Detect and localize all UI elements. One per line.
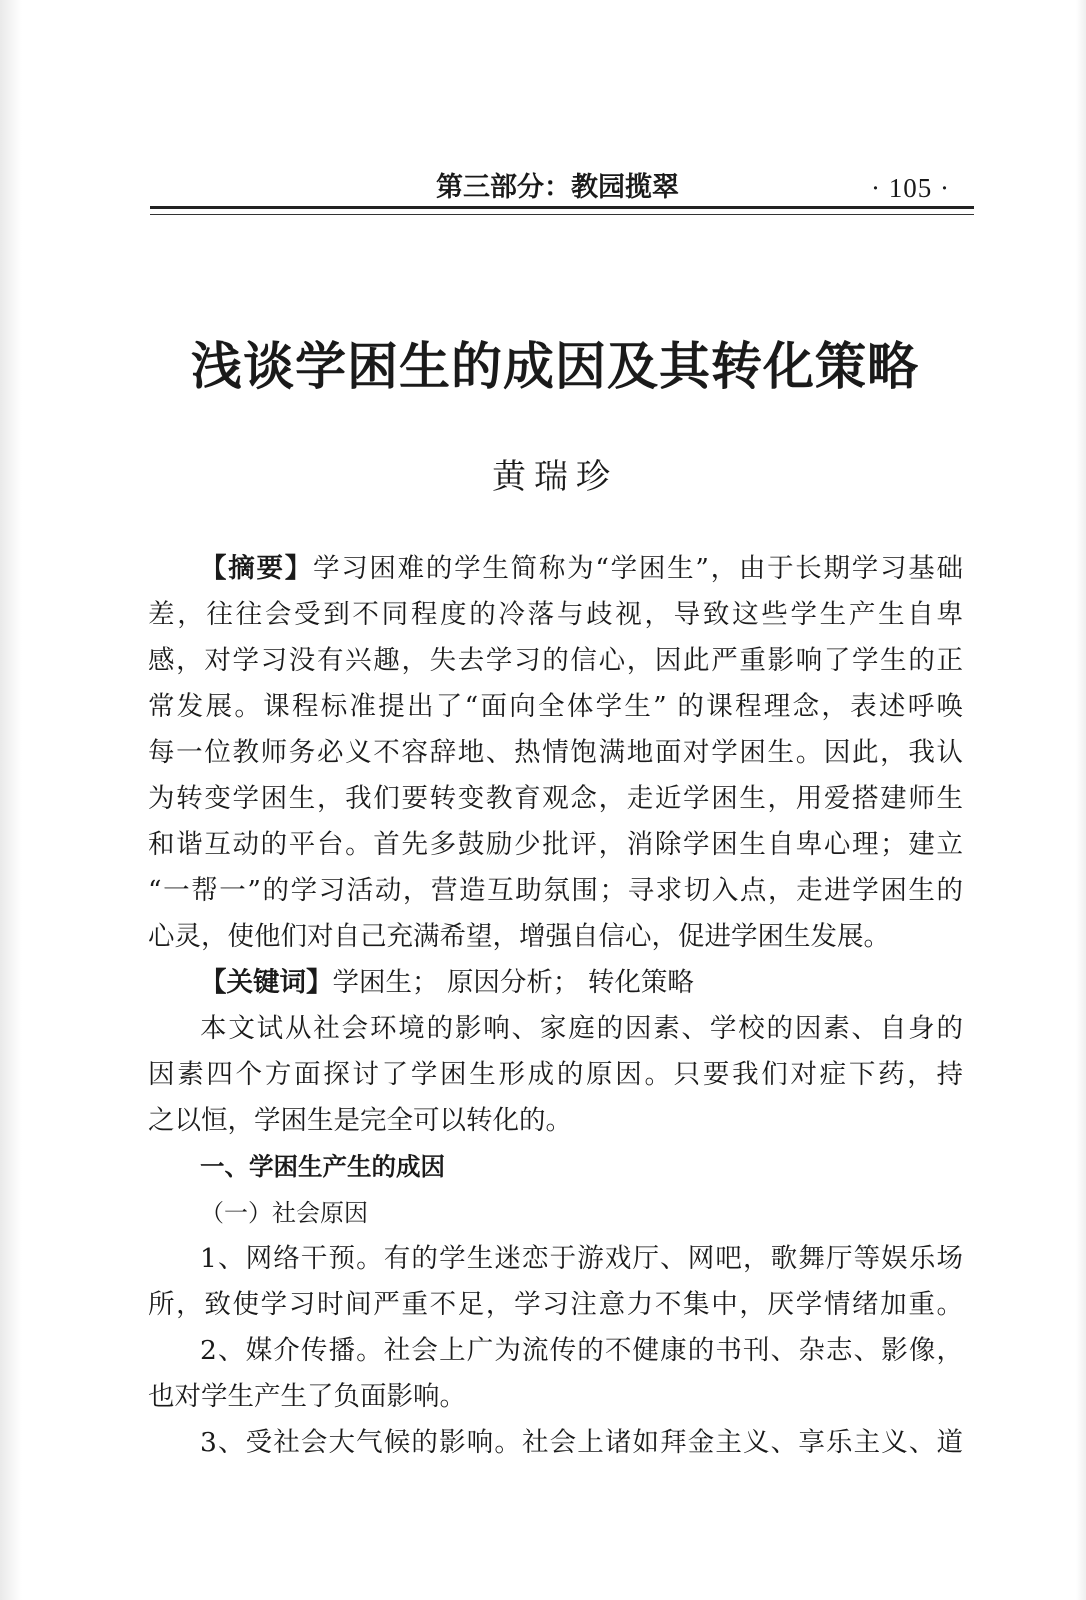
header-rule-thick	[150, 206, 974, 209]
abstract-line	[148, 546, 963, 592]
keywords-label: 【关键词】	[200, 967, 333, 998]
header-rule-thin	[150, 214, 974, 215]
section-heading: 一、学困生产生的成因	[200, 1152, 445, 1181]
intro-line: 之以恒，学困生是完全可以转化的。	[148, 1105, 572, 1136]
page-number: · 105 ·	[871, 173, 950, 203]
intro-line: 因素四个方面探讨了学困生形成的原因。只要我们对症下药，持	[148, 1059, 963, 1090]
keywords-line	[148, 960, 963, 1006]
author-name: 黄瑞珍	[492, 457, 618, 497]
article-title: 浅谈学困生的成因及其转化策略	[190, 338, 919, 397]
abstract-label: 【摘要】	[200, 553, 313, 584]
keywords-text: 学困生； 原因分析； 转化策略	[332, 967, 694, 998]
abstract-line: 差，往往会受到不同程度的冷落与歧视，导致这些学生产生自卑	[148, 599, 963, 630]
scan-edge-right	[1076, 0, 1086, 1600]
running-header	[150, 168, 974, 208]
intro-line: 本文试从社会环境的影响、家庭的因素、学校的因素、自身的	[200, 1013, 963, 1044]
abstract-line: 感，对学习没有兴趣，失去学习的信心，因此严重影响了学生的正	[148, 645, 963, 676]
abstract-line: 常发展。课程标准提出了“面向全体学生” 的课程理念，表述呼唤	[148, 691, 963, 722]
paragraph-line: 也对学生产生了负面影响。	[148, 1381, 466, 1412]
abstract-line: 为转变学困生，我们要转变教育观念，走近学困生，用爱搭建师生	[148, 783, 963, 814]
scan-edge-left	[0, 0, 22, 1600]
section-label: 第三部分：教园揽翠	[436, 172, 679, 203]
abstract-line: 和谐互动的平台。首先多鼓励少批评，消除学困生自卑心理；建立	[148, 829, 963, 860]
abstract-line: “一帮一”的学习活动，营造互助氛围；寻求切入点，走进学困生的	[148, 875, 963, 906]
abstract-line: 每一位教师务必义不容辞地、热情饱满地面对学困生。因此，我认	[148, 737, 963, 768]
paragraph-line: 1、网络干预。有的学生迷恋于游戏厅、网吧，歌舞厅等娱乐场	[200, 1243, 963, 1274]
abstract-text: 学习困难的学生简称为“学困生”，由于长期学习基础	[312, 553, 963, 584]
subsection-heading: （一）社会原因	[200, 1199, 368, 1227]
paragraph-line: 3、受社会大气候的影响。社会上诸如拜金主义、享乐主义、道	[200, 1427, 963, 1458]
article-body	[148, 546, 963, 1466]
paragraph-line: 所，致使学习时间严重不足，学习注意力不集中，厌学情绪加重。	[148, 1289, 963, 1320]
paragraph-line: 2、媒介传播。社会上广为流传的不健康的书刊、杂志、影像，	[200, 1335, 963, 1366]
abstract-line: 心灵，使他们对自己充满希望，增强自信心，促进学困生发展。	[148, 921, 890, 952]
